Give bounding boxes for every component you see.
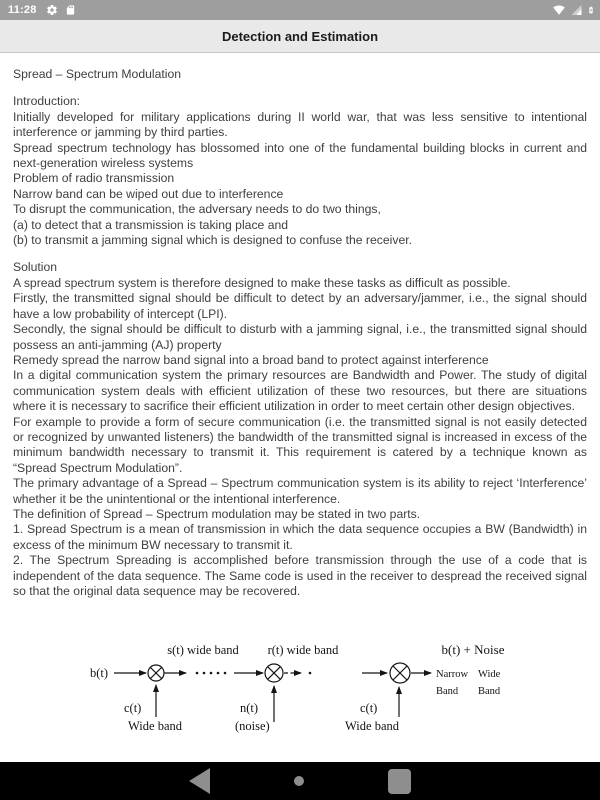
label-c-t-1: c(t) [124,701,142,715]
paragraph: In a digital communication system the primary resources are Bandwidth and Power. The study of digital communication system deals with efficient utilization of these two resources, but there are situations where it is necessary to sacrifice their efficient utilization in order to meet certain other design objectives. [13,368,587,414]
app-bar [0,20,600,53]
status-bar-right [548,3,595,17]
label-noise: (noise) [235,719,270,733]
document-body [13,67,587,599]
paragraph: 1. Spread Spectrum is a mean of transmission in which the data sequence occupies a BW (Bandwidth) in excess of the minimum BW necessary to transmit it. [13,522,587,552]
paragraph: Remedy spread the narrow band signal into a broad band to protect against interference [13,352,489,367]
label-wide: Wide [478,669,501,680]
label-r-t-wide-band: r(t) wide band [267,643,339,657]
paragraph: Narrow band can be wiped out due to interference [13,186,284,201]
paragraph: Introduction: [13,94,81,109]
label-s-t-wide-band: s(t) wide band [167,643,239,657]
page-title: Detection and Estimation [221,28,379,44]
label-narrow-band: Band [436,686,459,697]
paragraph: To disrupt the communication, the adversary needs to do two things, [13,202,381,217]
wifi-icon [552,4,566,16]
home-button[interactable] [294,776,304,786]
settings-gear-icon [46,4,58,16]
paragraph: The primary advantage of a Spread – Spectrum communication system is its ability to reject ‘Interference’ whether it be the unintentional or the intentional interference. [13,476,587,506]
sd-card-icon [65,4,76,16]
paragraph: 2. The Spectrum Spreading is accomplished before transmission through the use of a code that is independent of the data sequence. The Same code is used in the receiver to despread the received signal so that the original data sequence may be recovered. [13,553,587,598]
paragraph: Spread spectrum technology has blossomed into one of the fundamental building blocks in current and next-generation wireless systems [13,140,587,171]
paragraph: Solution [13,260,58,275]
blank-line [13,248,587,260]
blank-line [13,82,587,94]
cell-signal-icon [570,4,583,16]
label-wide-band: Band [478,686,501,697]
paragraph: Problem of radio transmission [13,171,175,186]
status-bar-left [8,4,83,16]
battery-charging-icon [587,3,595,17]
label-input-b-t: b(t) [90,666,109,680]
paragraph: Secondly, the signal should be difficult to disturb with a jamming signal, i.e., the transmitted signal should possess an anti-jamming (AJ) property [13,322,587,352]
label-n-t: n(t) [240,701,259,715]
label-narrow: Narrow [436,669,469,680]
recents-button[interactable] [388,769,411,794]
paragraph: Firstly, the transmitted signal should be difficult to detect by an adversary/jammer, i.e., the signal should have a low probability of intercept (LPI). [13,291,587,321]
label-b-t-plus-noise: b(t) + Noise [441,642,505,657]
recents-icon [388,769,411,794]
label-c-t-2: c(t) [360,701,378,715]
paragraph: (a) to detect that a transmission is taking place and [13,217,289,232]
paragraph: Spread – Spectrum Modulation [13,67,182,81]
navigation-bar [0,762,600,800]
label-wide-band-1: Wide band [128,719,182,733]
home-icon [294,776,304,786]
paragraph: The definition of Spread – Spectrum modulation may be stated in two parts. [13,506,421,521]
paragraph: (b) to transmit a jamming signal which is designed to confuse the receiver. [13,233,412,248]
paragraph: Initially developed for military applications during II world war, that was less sensitive to intentional interference or jamming by third parties. [13,109,587,140]
label-wide-band-2: Wide band [345,719,399,733]
status-bar [0,0,600,20]
status-time: 11:28 [8,4,37,16]
paragraph: A spread spectrum system is therefore designed to make these tasks as difficult as possible. [13,275,511,290]
back-button[interactable] [189,768,210,794]
paragraph: For example to provide a form of secure communication (i.e. the transmitted signal is not easily detected or recognized by unwanted listeners) the bandwidth of the transmitted signal is increased in excess of the minimum bandwidth necessary to transmit it. This requirement is catered by a technique known as “Spread Spectrum Modulation”. [13,414,587,475]
back-icon [189,768,210,794]
spread-spectrum-diagram [0,640,600,740]
